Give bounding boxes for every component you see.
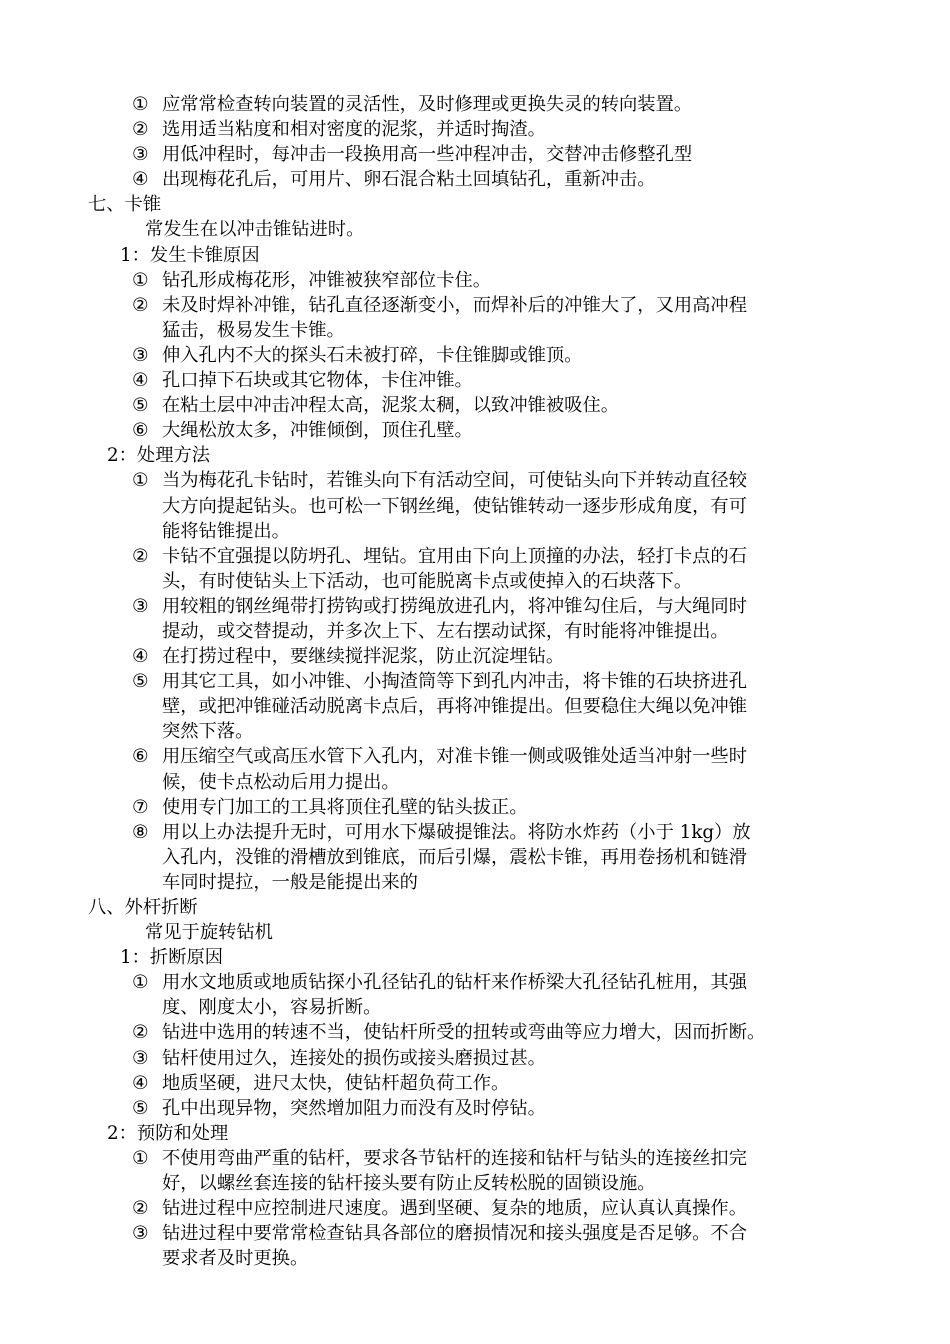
- section-heading: [0, 192, 950, 217]
- subsection-heading: [0, 1121, 950, 1146]
- list-item: [0, 795, 950, 820]
- list-item-continuation: [0, 719, 950, 744]
- item-number: ③: [132, 1047, 149, 1069]
- line-text: 在打捞过程中，要继续搅拌泥浆，防止沉淀埋钻。: [162, 646, 565, 668]
- list-item-continuation: [0, 519, 950, 544]
- item-number: ②: [132, 1022, 149, 1044]
- list-item-continuation: [0, 494, 950, 519]
- item-number: ④: [132, 370, 149, 392]
- section-heading: [0, 895, 950, 920]
- list-item: [0, 293, 950, 318]
- line-text: 钻进过程中要常常检查钻具各部位的磨损情况和接头强度是否足够。不合: [162, 1223, 747, 1245]
- line-text: 壁，或把冲锥碰活动脱离卡点后，再将冲锥提出。但要稳住大绳以免冲锥: [162, 696, 747, 718]
- line-text: 车同时提拉，一般是能提出来的: [162, 871, 418, 893]
- section-intro: [0, 217, 950, 242]
- line-text: 用其它工具，如小冲锥、小掏渣筒等下到孔内冲击，将卡锥的石块挤进孔: [162, 671, 747, 693]
- item-number: ③: [132, 1223, 149, 1245]
- line-text: 选用适当粘度和相对密度的泥浆，并适时掏渣。: [162, 119, 546, 141]
- line-text: 头，有时使钻头上下活动，也可能脱离卡点或使掉入的石块落下。: [162, 570, 693, 592]
- line-text: 提动，或交替提动，并多次上下、左右摆动试探，有时能将冲锥提出。: [162, 620, 729, 642]
- line-text: 大方向提起钻头。也可松一下钢丝绳，使钻锥转动一逐步形成角度，有可: [162, 495, 747, 517]
- item-number: ②: [132, 545, 149, 567]
- item-number: ⑤: [132, 671, 149, 693]
- line-text: 七、卡锥: [88, 194, 162, 216]
- list-item: [0, 970, 950, 995]
- subsection-heading: [0, 945, 950, 970]
- line-text: 1：发生卡锥原因: [120, 244, 260, 266]
- list-item: [0, 1096, 950, 1121]
- list-item: [0, 594, 950, 619]
- item-number: ②: [132, 119, 149, 141]
- subsection-heading: [0, 243, 950, 268]
- line-text: 候，使卡点松动后用力提出。: [162, 771, 400, 793]
- list-item: [0, 393, 950, 418]
- line-text: 地质坚硬，进尺太快，使钻杆超负荷工作。: [162, 1072, 510, 1094]
- line-text: 应常常检查转向装置的灵活性，及时修理或更换失灵的转向装置。: [162, 94, 693, 115]
- list-item-continuation: [0, 619, 950, 644]
- line-text: 常见于旋转钻机: [145, 922, 273, 944]
- list-item: [0, 142, 950, 167]
- line-text: 钻杆使用过久，连接处的损伤或接头磨损过甚。: [162, 1047, 546, 1069]
- item-number: ⑤: [132, 395, 149, 417]
- line-text: 钻进过程中应控制进尺速度。遇到坚硬、复杂的地质，应认真认真操作。: [162, 1198, 747, 1220]
- item-number: ①: [132, 94, 149, 115]
- item-number: ⑤: [132, 1097, 149, 1119]
- list-item: [0, 1196, 950, 1221]
- subsection-heading: [0, 443, 950, 468]
- item-number: ④: [132, 1072, 149, 1094]
- list-item: [0, 544, 950, 569]
- line-text: 钻进中选用的转速不当，使钻杆所受的扭转或弯曲等应力增大，因而折断。: [162, 1022, 766, 1044]
- list-item: [0, 669, 950, 694]
- list-item-continuation: [0, 770, 950, 795]
- line-text: 好，以螺丝套连接的钻杆接头要有防止反转松脱的固锁设施。: [162, 1173, 656, 1195]
- line-text: 使用专门加工的工具将顶住孔壁的钻头拔正。: [162, 796, 528, 818]
- list-item: [0, 644, 950, 669]
- list-item: [0, 1146, 950, 1171]
- list-item-continuation: [0, 694, 950, 719]
- item-number: ②: [132, 294, 149, 316]
- list-item-continuation: [0, 845, 950, 870]
- list-item-continuation: [0, 569, 950, 594]
- line-text: 2：处理方法: [107, 445, 211, 467]
- list-item: [0, 418, 950, 443]
- list-item: [0, 343, 950, 368]
- list-item: [0, 1221, 950, 1246]
- line-text: 用较粗的钢丝绳带打捞钩或打捞绳放进孔内，将冲锥勾住后，与大绳同时: [162, 595, 747, 617]
- line-text: 突然下落。: [162, 721, 254, 743]
- line-text: 能将钻锥提出。: [162, 520, 290, 542]
- item-number: ⑦: [132, 796, 149, 818]
- line-text: 孔口掉下石块或其它物体，卡住冲锥。: [162, 370, 473, 392]
- line-text: 入孔内，没锥的滑槽放到锥底，而后引爆，震松卡锥，再用卷扬机和链滑: [162, 846, 747, 868]
- item-number: ④: [132, 646, 149, 668]
- line-text: 用低冲程时，每冲击一段换用高一些冲程冲击，交替冲击修整孔型: [162, 144, 693, 166]
- list-item-continuation: [0, 318, 950, 343]
- line-text: 度、刚度太小，容易折断。: [162, 997, 382, 1019]
- line-text: 大绳松放太多，冲锥倾倒，顶住孔壁。: [162, 420, 473, 442]
- document-body: [0, 92, 950, 1271]
- list-item: [0, 744, 950, 769]
- item-number: ③: [132, 144, 149, 166]
- line-text: 当为梅花孔卡钻时，若锥头向下有活动空间，可使钻头向下并转动直径较: [162, 470, 747, 492]
- list-item: [0, 468, 950, 493]
- line-text: 未及时焊补冲锥，钻孔直径逐渐变小，而焊补后的冲锥大了，又用高冲程: [162, 294, 747, 316]
- line-text: 八、外杆折断: [88, 897, 198, 918]
- line-text: 钻孔形成梅花形，冲锥被狭窄部位卡住。: [162, 269, 492, 291]
- line-text: 1：折断原因: [120, 947, 224, 969]
- line-text: 用水文地质或地质钻探小孔径钻孔的钻杆来作桥梁大孔径钻孔桩用，其强: [162, 972, 747, 994]
- line-text: 出现梅花孔后，可用片、卵石混合粘土回填钻孔，重新冲击。: [162, 169, 656, 191]
- list-item: [0, 1071, 950, 1096]
- list-item: [0, 820, 950, 845]
- line-text: 常发生在以冲击锥钻进时。: [145, 219, 365, 241]
- item-number: ⑥: [132, 420, 149, 442]
- item-number: ④: [132, 169, 149, 191]
- item-number: ⑥: [132, 746, 149, 768]
- list-item: [0, 368, 950, 393]
- line-text: 要求者及时更换。: [162, 1248, 309, 1270]
- list-item: [0, 117, 950, 142]
- item-number: ①: [132, 972, 149, 994]
- line-text: 在粘土层中冲击冲程太高，泥浆太稠，以致冲锥被吸住。: [162, 395, 620, 417]
- item-number: ②: [132, 1198, 149, 1220]
- list-item: [0, 1020, 950, 1045]
- item-number: ⑧: [132, 821, 149, 843]
- item-number: ①: [132, 470, 149, 492]
- list-item-continuation: [0, 995, 950, 1020]
- section-intro: [0, 920, 950, 945]
- line-text: 孔中出现异物，突然增加阻力而没有及时停钻。: [162, 1097, 546, 1119]
- list-item: [0, 1046, 950, 1071]
- list-item: [0, 268, 950, 293]
- line-text: 卡钻不宜强提以防坍孔、埋钻。宜用由下向上顶撞的办法，轻打卡点的石: [162, 545, 747, 567]
- list-item-continuation: [0, 1171, 950, 1196]
- line-text: 伸入孔内不大的探头石未被打碎，卡住锥脚或锥顶。: [162, 344, 583, 366]
- list-item: [0, 92, 950, 117]
- list-item: [0, 167, 950, 192]
- item-number: ①: [132, 269, 149, 291]
- line-text: 用压缩空气或高压水管下入孔内，对准卡锥一侧或吸锥处适当冲射一些时: [162, 746, 747, 768]
- line-text: 用以上办法提升无时，可用水下爆破提锥法。将防水炸药（小于 1kg）放: [162, 821, 751, 843]
- line-text: 2：预防和处理: [107, 1122, 229, 1144]
- item-number: ③: [132, 595, 149, 617]
- list-item-continuation: [0, 1246, 950, 1271]
- item-number: ③: [132, 344, 149, 366]
- line-text: 不使用弯曲严重的钻杆，要求各节钻杆的连接和钻杆与钻头的连接丝扣完: [162, 1147, 747, 1169]
- line-text: 猛击，极易发生卡锥。: [162, 319, 345, 341]
- list-item-continuation: [0, 870, 950, 895]
- item-number: ①: [132, 1147, 149, 1169]
